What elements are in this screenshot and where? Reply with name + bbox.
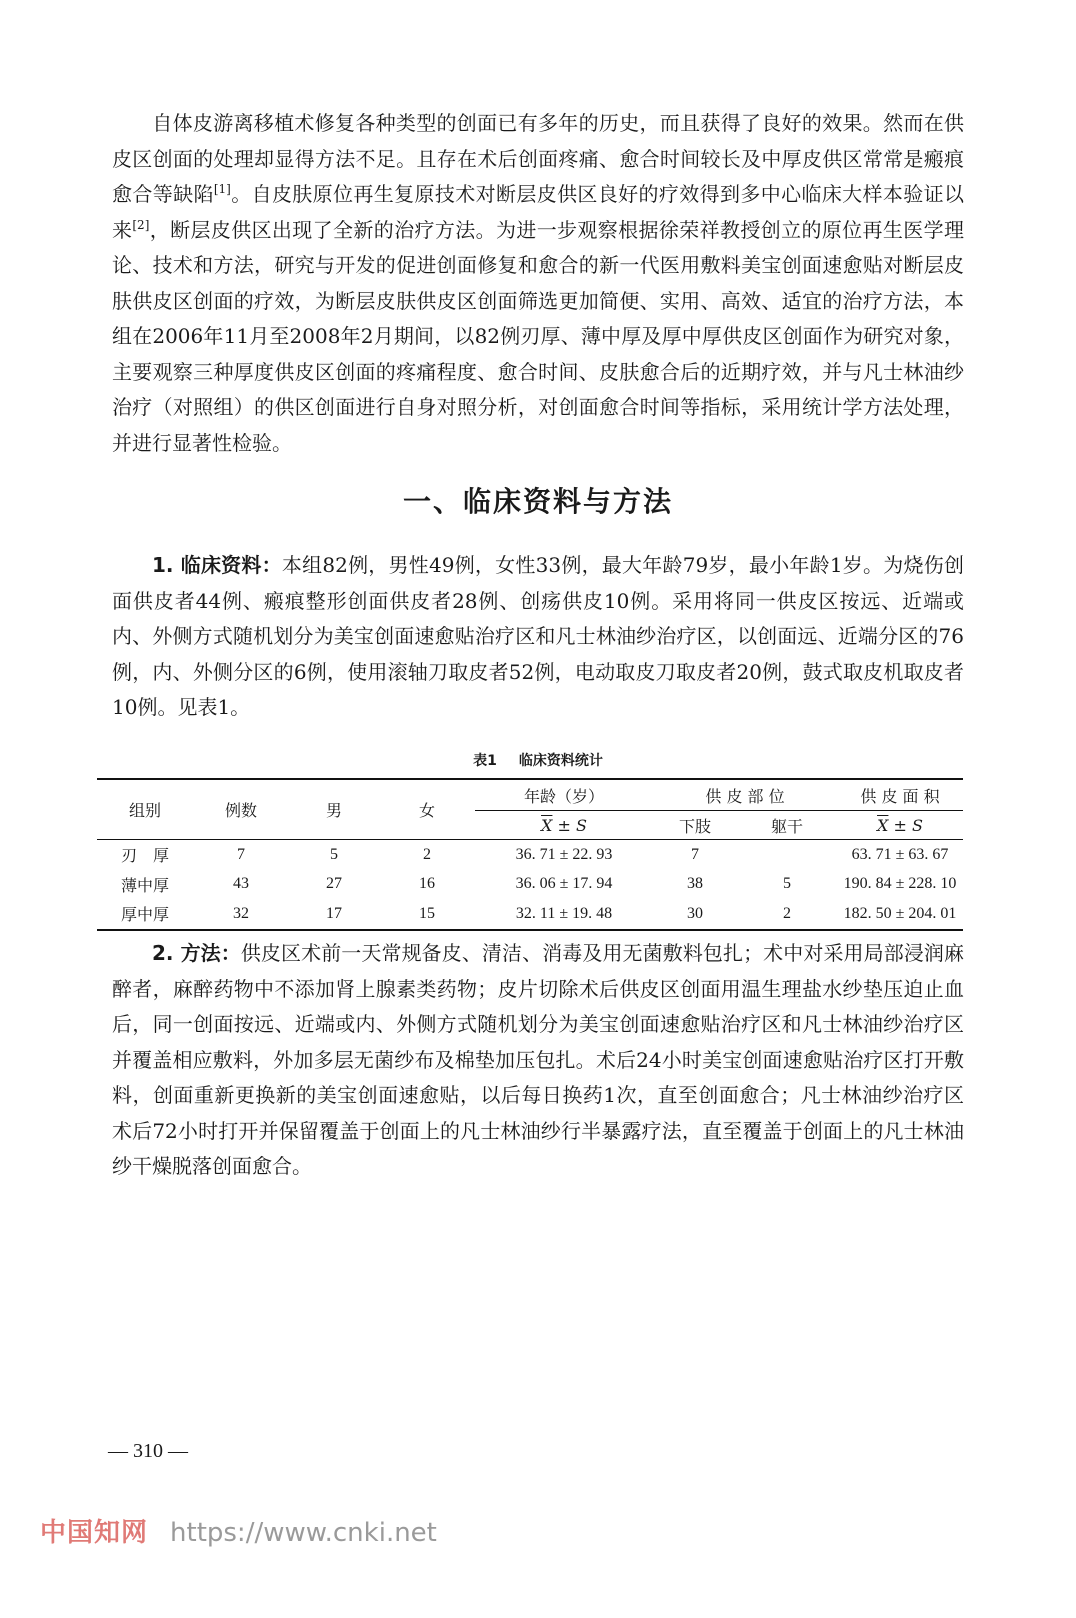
section-heading: 一、临床资料与方法 — [402, 485, 673, 518]
method-text: 供皮区术前一天常规备皮、清洁、消毒及用无菌敷料包扎；术中对采用局部浸润麻醉者，麻醉药物中不添加肾上腺素类药物；皮片切除术后供皮区创面用温生理盐水纱垫压迫止血后，同一创面按远、近端或内、外侧方式随机划分为美宝创面速愈贴治疗区和凡士林油纱治疗区并覆盖相应敷料，外加多层无菌纱布及棉垫加压包扎。术后24小时美宝创面速愈贴治疗区打开敷料，创面重新更换新的美宝创面速愈贴，以后每日换药1次，直至创面愈合；凡士林油纱治疗区术后72小时打开并保留覆盖于创面上的凡士林油纱行半暴露疗法，直至覆盖于创面上的凡士林油纱干燥脱落创面愈合。 — [112, 941, 964, 1178]
cell-trunk: 5 — [783, 875, 791, 893]
cell-group: 刃 厚 — [120, 846, 169, 866]
cnki-footer — [40, 1512, 437, 1549]
header-donor-site: 供 皮 部 位 — [653, 779, 837, 811]
cell-count: 32 — [193, 899, 289, 930]
cell-area: 190. 84 ± 228. 10 — [843, 875, 957, 893]
mean-symbol: $\overline{X}$ — [877, 815, 889, 835]
citation-ref-1[interactable]: [1] — [213, 182, 231, 196]
cell-count: 43 — [233, 875, 249, 893]
table-caption — [0, 750, 1076, 770]
header-donor-area: 供 皮 面 积 — [837, 779, 963, 811]
cell-age: 36. 06 ± 17. 94 — [515, 875, 613, 893]
cell-female: 15 — [379, 899, 475, 930]
sd-symbol: ± S — [888, 815, 923, 835]
method-paragraph — [112, 936, 964, 1185]
cell-area: 63. 71 ± 63. 67 — [851, 845, 949, 863]
header-group: 组别 — [97, 779, 193, 840]
cell-limb: 7 — [691, 845, 699, 863]
mean-symbol: $\overline{X}$ — [541, 815, 553, 835]
cell-limb: 38 — [687, 875, 703, 893]
intro-paragraph — [112, 106, 964, 461]
header-male: 男 — [289, 779, 379, 840]
intro-text-part2: 。自皮肤原位再生复原技术对断层皮供区良好的疗效得到多中心临床大样本验证以来 — [112, 182, 965, 242]
header-female: 女 — [379, 779, 475, 840]
method-label: 2. 方法： — [152, 941, 241, 965]
header-area-stat — [837, 811, 963, 840]
cell-male: 27 — [326, 875, 342, 893]
table-caption-title: 临床资料统计 — [518, 753, 603, 769]
table-row — [97, 870, 963, 900]
sd-symbol: ± S — [552, 815, 587, 835]
intro-text-part1: 自体皮游离移植术修复各种类型的创面已有多年的历史，而且获得了良好的效果。然而在供皮区创面的处理却显得方法不足。且存在术后创面疼痛、愈合时间较长及中厚皮供区常常是瘢痕愈合等缺陷 — [112, 111, 964, 206]
cell-female: 2 — [423, 845, 431, 863]
cnki-logo[interactable]: 中国知网 — [40, 1518, 149, 1548]
cnki-url-link[interactable]: https://www.cnki.net — [170, 1518, 437, 1548]
cell-female: 16 — [419, 875, 435, 893]
clinical-data-table — [97, 778, 963, 931]
intro-text-part3: ，断层皮供区出现了全新的治疗方法。为进一步观察根据徐荣祥教授创立的原位再生医学理论、技术和方法，研究与开发的促进创面修复和愈合的新一代医用敷料美宝创面速愈贴对断层皮肤供皮区创面的疗效，为断层皮肤供皮区创面筛选更加简便、实用、高效、适宜的治疗方法，本组在2006年11月至2008年2月期间，以82例刃厚、薄中厚及厚中厚供皮区创面作为研究对象，主要观察三种厚度供皮区创面的疼痛程度、愈合时间、皮肤愈合后的近期疗效，并与凡士林油纱治疗（对照组）的供区创面进行自身对照分析，对创面愈合时间等指标，采用统计学方法处理，并进行显著性检验。 — [112, 217, 965, 455]
citation-ref-2[interactable]: [2] — [132, 217, 150, 232]
cell-trunk: 2 — [737, 899, 837, 930]
cell-group: 薄中厚 — [120, 875, 169, 895]
header-age: 年龄（岁） — [475, 779, 653, 811]
clinical-data-label: 1. 临床资料： — [152, 553, 282, 577]
cell-count: 7 — [237, 845, 245, 863]
cell-group: 厚中厚 — [97, 899, 193, 930]
cell-area: 182. 50 ± 204. 01 — [837, 899, 963, 930]
header-site-trunk: 躯干 — [737, 811, 837, 840]
cell-age: 36. 71 ± 22. 93 — [515, 845, 613, 863]
cell-male: 17 — [289, 899, 379, 930]
table-caption-number: 表1 — [473, 753, 497, 769]
cell-age: 32. 11 ± 19. 48 — [475, 899, 653, 930]
header-age-stat — [475, 811, 653, 840]
header-site-limb: 下肢 — [653, 811, 737, 840]
clinical-data-paragraph — [112, 548, 964, 726]
cell-trunk — [737, 840, 837, 870]
table-row — [97, 899, 963, 930]
cell-limb: 30 — [653, 899, 737, 930]
table-row — [97, 840, 963, 870]
header-count: 例数 — [193, 779, 289, 840]
clinical-data-text: 本组82例，男性49例，女性33例，最大年龄79岁，最小年龄1岁。为烧伤创面供皮者44例、瘢痕整形创面供皮者28例、创疡供皮10例。采用将同一供皮区按远、近端或内、外侧方式随机划分为美宝创面速愈贴治疗区和凡士林油纱治疗区，以创面远、近端分区的76例，内、外侧分区的6例，使用滚轴刀取皮者52例，电动取皮刀取皮者20例，鼓式取皮机取皮者10例。见表1。 — [112, 553, 964, 719]
page-number: — 310 — — [108, 1440, 188, 1462]
cell-male: 5 — [330, 845, 338, 863]
